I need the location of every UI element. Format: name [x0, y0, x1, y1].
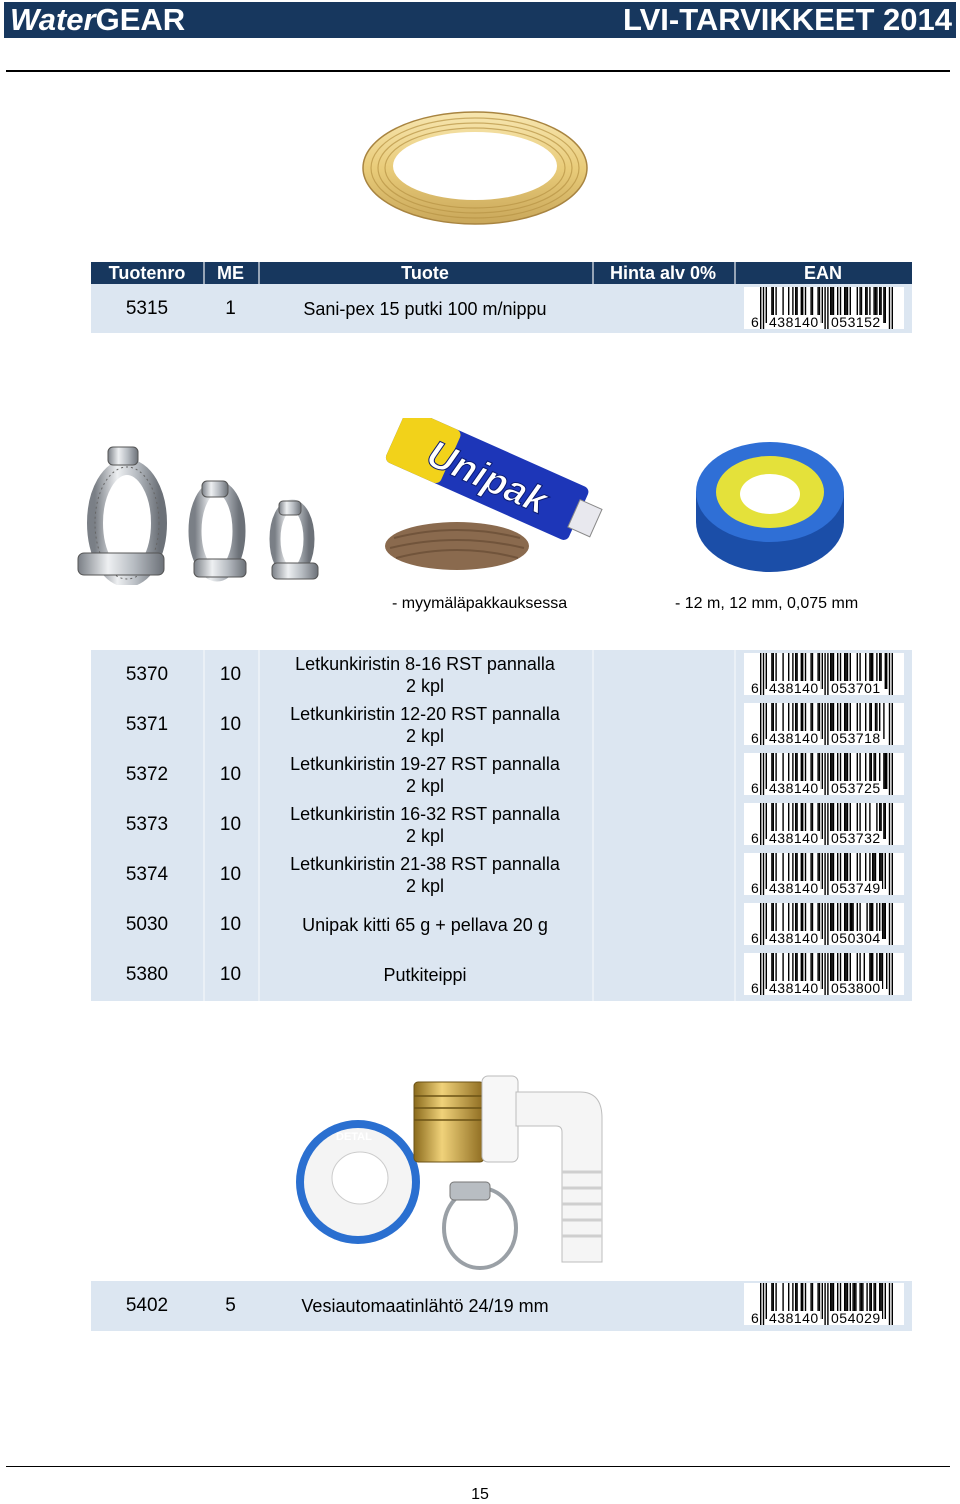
table-row: [91, 900, 912, 950]
ean-barcode: [744, 803, 904, 845]
barcode-bar: [824, 953, 825, 995]
barcode-bar: [827, 287, 828, 329]
barcode-bar: [883, 803, 884, 839]
product-number: 5372: [125, 764, 169, 785]
barcode-bar: [827, 903, 828, 945]
hose-clamps-image: [72, 445, 322, 585]
col-header-ean: EAN: [803, 263, 842, 283]
barcode-bar: [889, 853, 890, 895]
ean-barcode: [744, 903, 904, 945]
unipak-note: - myymäläpakkauksessa: [392, 595, 568, 612]
barcode-bar: [892, 903, 893, 945]
product-name: Sani-pex 15 putki 100 m/nippu: [303, 298, 547, 319]
barcode-bar: [760, 1283, 761, 1325]
unit-quantity: 10: [219, 664, 242, 685]
product-name: Vesiautomaatinlähtö 24/19 mm: [301, 1296, 549, 1316]
product-name-line2: 2 kpl: [405, 726, 445, 746]
barcode-bar: [824, 803, 825, 845]
barcode-bar: [886, 953, 887, 989]
ean-left-digits: 438140: [769, 1310, 819, 1326]
barcode-bar: [889, 753, 890, 795]
brand-logo: [10, 2, 185, 38]
barcode-bar: [824, 753, 825, 795]
table-row: [91, 650, 912, 700]
barcode-bar: [827, 803, 828, 845]
tape-note: - 12 m, 12 mm, 0,075 mm: [675, 595, 859, 612]
product-number: 5380: [125, 964, 169, 985]
table-row: [91, 700, 912, 750]
barcode-bar: [827, 653, 828, 695]
product-price: [592, 284, 734, 333]
product-number: 5030: [125, 914, 169, 935]
barcode-bar: [760, 853, 761, 895]
catalog-title: LVI-TARVIKKEET 2014: [622, 2, 952, 37]
ean-barcode: [744, 753, 904, 795]
col-header-unit: ME: [217, 263, 244, 283]
product-price: [592, 800, 734, 850]
barcode-bar: [822, 753, 823, 789]
unipak-tube-image: [372, 418, 607, 578]
ean-barcode: [744, 703, 904, 745]
table-row: [91, 750, 912, 800]
barcode-bar: [889, 653, 890, 695]
barcode-bar: [892, 953, 893, 995]
barcode-bar: [763, 1283, 764, 1325]
unit-quantity: 10: [219, 714, 242, 735]
product-name-line1: Letkunkiristin 12-20 RST pannalla: [290, 704, 560, 724]
barcode-bar: [883, 903, 884, 939]
barcode-bar: [763, 803, 764, 845]
blue-tape-image: [690, 432, 850, 580]
barcode-bar: [892, 703, 893, 745]
ean-barcode: [744, 287, 904, 329]
barcode-bar: [766, 703, 767, 739]
barcode-bar: [766, 953, 767, 989]
barcode-bar: [824, 903, 825, 945]
product-name: [258, 850, 592, 900]
ean-right-digits: 054029: [831, 1310, 881, 1326]
barcode-bar: [760, 903, 761, 945]
ean-right-digits: 053732: [831, 830, 881, 846]
barcode-bar: [760, 953, 761, 995]
product-table-pex: [91, 262, 912, 333]
ean-left-digits: 438140: [769, 830, 819, 846]
product-number: 5370: [125, 664, 169, 685]
barcode-bar: [760, 803, 761, 845]
barcode-bar: [892, 853, 893, 895]
col-header-product: Tuote: [401, 263, 449, 283]
barcode-bar: [883, 287, 884, 323]
ean-right-digits: 053800: [831, 980, 881, 996]
ean-barcode: [744, 1283, 904, 1325]
ean-right-digits: 053701: [831, 680, 881, 696]
barcode-bar: [760, 287, 761, 329]
barcode-bar: [827, 753, 828, 795]
product-name-line1: Letkunkiristin 21-38 RST pannalla: [290, 854, 560, 874]
barcode-bar: [824, 703, 825, 745]
product-price: [592, 950, 734, 1000]
product-name-line2: 2 kpl: [405, 676, 445, 696]
product-price: [592, 850, 734, 900]
unit-quantity: 10: [219, 914, 242, 935]
barcode-bar: [892, 287, 893, 329]
barcode-bar: [885, 903, 886, 939]
barcode-bar: [822, 903, 823, 939]
barcode-bar: [822, 287, 823, 323]
barcode-bar: [766, 803, 767, 839]
ean-first-digit: 6: [751, 880, 759, 896]
ean-right-digits: 053725: [831, 780, 881, 796]
barcode-bar: [763, 653, 764, 695]
ean-left-digits: 438140: [769, 930, 819, 946]
barcode-bar: [763, 287, 764, 329]
product-name: Putkiteippi: [383, 965, 467, 985]
ean-first-digit: 6: [751, 830, 759, 846]
barcode-bar: [763, 703, 764, 745]
product-name: [258, 750, 592, 800]
barcode-bar: [885, 853, 886, 889]
ean-left-digits: 438140: [769, 680, 819, 696]
ean-right-digits: 050304: [831, 930, 881, 946]
product-price: [592, 700, 734, 750]
barcode-bar: [827, 953, 828, 995]
table-row: [91, 284, 912, 333]
ean-barcode: [744, 853, 904, 895]
unit-quantity: 10: [219, 864, 242, 885]
footer-divider: [6, 1466, 950, 1467]
barcode-bar: [760, 703, 761, 745]
barcode-bar: [885, 803, 886, 839]
barcode-bar: [827, 703, 828, 745]
barcode-bar: [822, 653, 823, 689]
barcode-bar: [824, 653, 825, 695]
ean-right-digits: 053718: [831, 730, 881, 746]
barcode-bar: [889, 953, 890, 995]
product-number: 5315: [125, 297, 169, 319]
barcode-bar: [766, 853, 767, 889]
barcode-bar: [766, 1283, 767, 1319]
brand-water: Water: [10, 2, 96, 37]
header-bar: [4, 2, 956, 38]
barcode-bar: [892, 653, 893, 695]
barcode-bar: [889, 903, 890, 945]
detal-label: DETAL: [336, 1131, 372, 1143]
ean-barcode: [744, 953, 904, 995]
pex-pipe-coil-image: [355, 102, 595, 232]
unit-quantity: 10: [219, 814, 242, 835]
table-header-row: [91, 262, 912, 284]
barcode-bar: [892, 803, 893, 845]
product-name-line1: Letkunkiristin 19-27 RST pannalla: [290, 754, 560, 774]
ean-first-digit: 6: [751, 314, 759, 330]
product-name-line2: 2 kpl: [405, 776, 445, 796]
product-price: [592, 750, 734, 800]
product-number: 5374: [125, 864, 169, 885]
product-name-line1: Letkunkiristin 8-16 RST pannalla: [295, 654, 555, 674]
barcode-bar: [882, 1283, 883, 1319]
barcode-bar: [763, 753, 764, 795]
barcode-bar: [889, 803, 890, 845]
product-price: [592, 650, 734, 700]
barcode-bar: [822, 853, 823, 889]
product-number: 5373: [125, 814, 169, 835]
barcode-bar: [766, 753, 767, 789]
barcode-bar: [763, 903, 764, 945]
ean-left-digits: 438140: [769, 980, 819, 996]
barcode-bar: [885, 287, 886, 323]
product-name-line2: 2 kpl: [405, 876, 445, 896]
barcode-bar: [824, 853, 825, 895]
ean-first-digit: 6: [751, 680, 759, 696]
col-header-product-no: Tuotenro: [108, 263, 186, 283]
product-name: [258, 650, 592, 700]
table-row: [91, 850, 912, 900]
ean-right-digits: 053749: [831, 880, 881, 896]
barcode-bar: [766, 287, 767, 323]
barcode-bar: [827, 1283, 828, 1325]
barcode-bar: [822, 953, 823, 989]
ean-barcode: [744, 653, 904, 695]
product-name: [258, 700, 592, 750]
table-row: [91, 800, 912, 850]
table-row: [91, 1281, 912, 1331]
col-header-price: Hinta alv 0%: [609, 263, 717, 283]
barcode-bar: [883, 753, 884, 789]
product-name-line2: 2 kpl: [405, 826, 445, 846]
ean-first-digit: 6: [751, 980, 759, 996]
unit-quantity: 10: [219, 964, 242, 985]
page-number: 15: [471, 1486, 489, 1503]
ean-first-digit: 6: [751, 780, 759, 796]
water-outlet-kit-image: [290, 1072, 610, 1277]
barcode-bar: [882, 853, 883, 889]
barcode-bar: [763, 953, 764, 995]
header-divider: [6, 70, 950, 72]
barcode-bar: [889, 1283, 890, 1325]
ean-left-digits: 438140: [769, 314, 819, 330]
barcode-bar: [766, 903, 767, 939]
product-number: 5371: [125, 714, 169, 735]
barcode-bar: [760, 653, 761, 695]
ean-first-digit: 6: [751, 730, 759, 746]
product-name: Unipak kitti 65 g + pellava 20 g: [302, 915, 548, 935]
barcode-bar: [822, 703, 823, 739]
barcode-bar: [889, 287, 890, 329]
barcode-bar: [827, 853, 828, 895]
unit-quantity: 1: [225, 297, 236, 319]
ean-first-digit: 6: [751, 1310, 759, 1326]
barcode-bar: [885, 753, 886, 789]
product-number: 5402: [125, 1295, 169, 1316]
barcode-bar: [822, 1283, 823, 1319]
barcode-bar: [822, 803, 823, 839]
unit-quantity: 5: [225, 1295, 236, 1316]
barcode-bar: [824, 287, 825, 329]
unit-quantity: 10: [219, 764, 242, 785]
brand-gear: GEAR: [95, 2, 186, 37]
barcode-bar: [883, 703, 884, 739]
barcode-bar: [892, 753, 893, 795]
ean-left-digits: 438140: [769, 780, 819, 796]
product-price: [592, 1281, 734, 1331]
ean-right-digits: 053152: [831, 314, 881, 330]
product-name: [258, 800, 592, 850]
barcode-bar: [892, 1283, 893, 1325]
barcode-bar: [882, 953, 883, 989]
barcode-bar: [889, 703, 890, 745]
product-price: [592, 900, 734, 950]
barcode-bar: [760, 753, 761, 795]
barcode-bar: [885, 653, 886, 689]
barcode-bar: [886, 653, 887, 689]
table-row: [91, 950, 912, 1000]
ean-left-digits: 438140: [769, 880, 819, 896]
ean-first-digit: 6: [751, 930, 759, 946]
barcode-bar: [766, 653, 767, 689]
barcode-bar: [882, 903, 883, 939]
barcode-bar: [824, 1283, 825, 1325]
product-table-clamps: [91, 650, 912, 1001]
unipak-label: Unipak: [420, 433, 554, 523]
product-name-line1: Letkunkiristin 16-32 RST pannalla: [290, 804, 560, 824]
barcode-bar: [886, 753, 887, 789]
barcode-bar: [763, 853, 764, 895]
product-table-outlet: [91, 1281, 912, 1331]
ean-left-digits: 438140: [769, 730, 819, 746]
barcode-bar: [885, 1283, 886, 1319]
